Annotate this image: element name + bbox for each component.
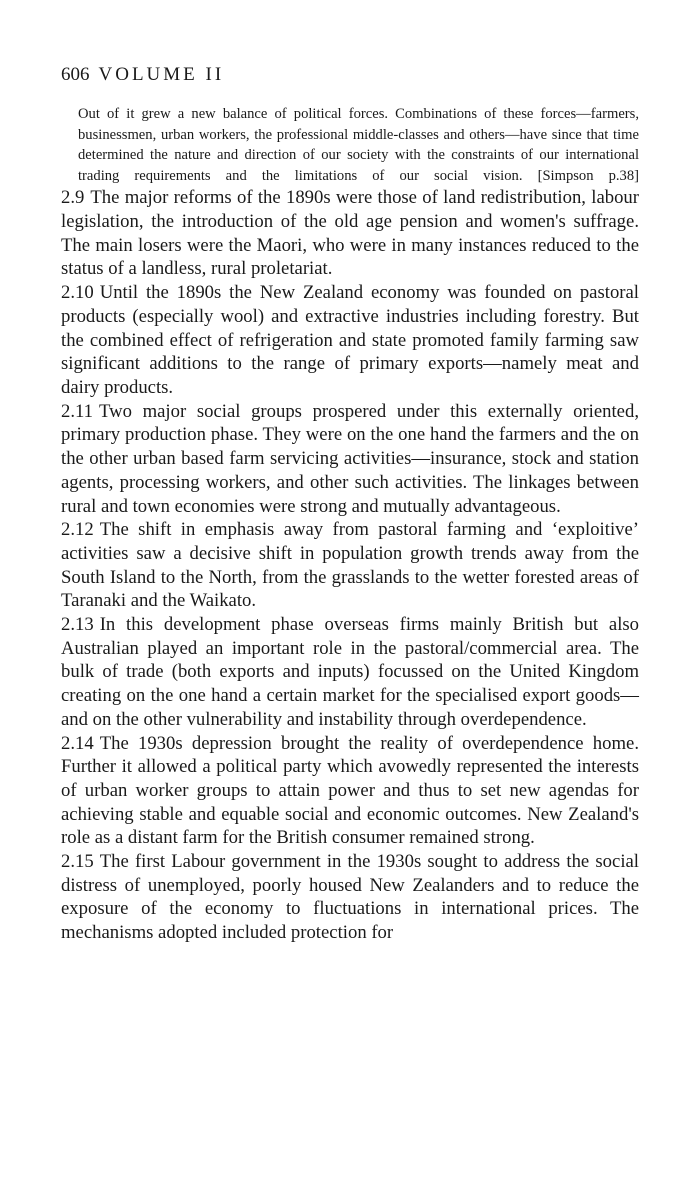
paragraph-text: The major reforms of the 1890s were those of land redistribution, labour legislation, the introduction of the old age pension and women's suffrage. The main losers were the Maori, who were in many instances reduced to the status of a landless, rural proletariat. bbox=[61, 187, 639, 280]
paragraph-2-13 bbox=[61, 613, 639, 732]
paragraph-2-9 bbox=[61, 186, 639, 281]
document-page bbox=[61, 60, 639, 945]
paragraph-number: 2.14 bbox=[61, 732, 94, 754]
paragraph-text: Until the 1890s the New Zealand economy was founded on pastoral products (especially wool) and extractive industries including forestry. But the combined effect of refrigeration and state promoted family farming saw significant additions to the range of primary exports—namely meat and dairy products. bbox=[61, 282, 639, 398]
paragraph-text: The 1930s depression brought the reality of overdependence home. Further it allowed a political party which avowedly represented the interests of urban worker groups to attain power and thus to set new agendas for achieving stable and equable social and economic outcomes. New Zealand's role as a distant farm for the British consumer remained strong. bbox=[61, 732, 639, 849]
paragraph-number: 2.10 bbox=[61, 282, 94, 304]
paragraph-text: The first Labour government in the 1930s sought to address the social distress of unemployed, poorly housed New Zealanders and to reduce the exposure of the economy to fluctuations in international prices. The mechanisms adopted included protection for bbox=[61, 851, 639, 944]
paragraph-2-15 bbox=[61, 850, 639, 945]
page-number: 606 bbox=[61, 64, 90, 85]
paragraph-2-14 bbox=[61, 732, 639, 851]
paragraph-number: 2.9 bbox=[61, 187, 85, 209]
quote-citation: [Simpson p.38] bbox=[537, 167, 640, 184]
paragraph-text: The shift in emphasis away from pastoral farming and ‘exploitive’ activities saw a decisive shift in population growth trends away from the South Island to the North, from the grasslands to the wetter forested areas of Taranaki and the Waikato. bbox=[61, 519, 639, 612]
volume-title: VOLUME II bbox=[98, 64, 225, 85]
paragraph-number: 2.15 bbox=[61, 851, 94, 873]
paragraph-text: In this development phase overseas firms mainly British but also Australian played an important role in the pastoral/commercial area. The bulk of trade (both exports and inputs) focussed on the United Kingdom creating on the one hand a certain market for the specialised export goods—and on the other vulnerability and instability through overdependence. bbox=[61, 614, 639, 730]
running-head bbox=[61, 60, 639, 104]
paragraph-text: Two major social groups prospered under this externally oriented, primary production phase. They were on the one hand the farmers and the on the other urban based farm servicing activities—insurance, stock and station agents, processing workers, and other such activities. The linkages between rural and town economies were strong and mutually advantageous. bbox=[61, 400, 639, 517]
paragraph-number: 2.11 bbox=[61, 400, 94, 422]
paragraph-2-12 bbox=[61, 518, 639, 613]
paragraph-number: 2.13 bbox=[61, 614, 94, 636]
block-quote bbox=[78, 104, 639, 186]
paragraph-2-10 bbox=[61, 281, 639, 400]
quote-text: Out of it grew a new balance of political forces. Combinations of these forces—farmers, businessmen, urban workers, the professional middle-classes and others—have since that time determined the nature and direction of our society with the constraints of our international trading requirements and the limitations of our social vision. bbox=[78, 106, 639, 184]
paragraph-2-11 bbox=[61, 400, 639, 519]
paragraph-number: 2.12 bbox=[61, 519, 94, 541]
